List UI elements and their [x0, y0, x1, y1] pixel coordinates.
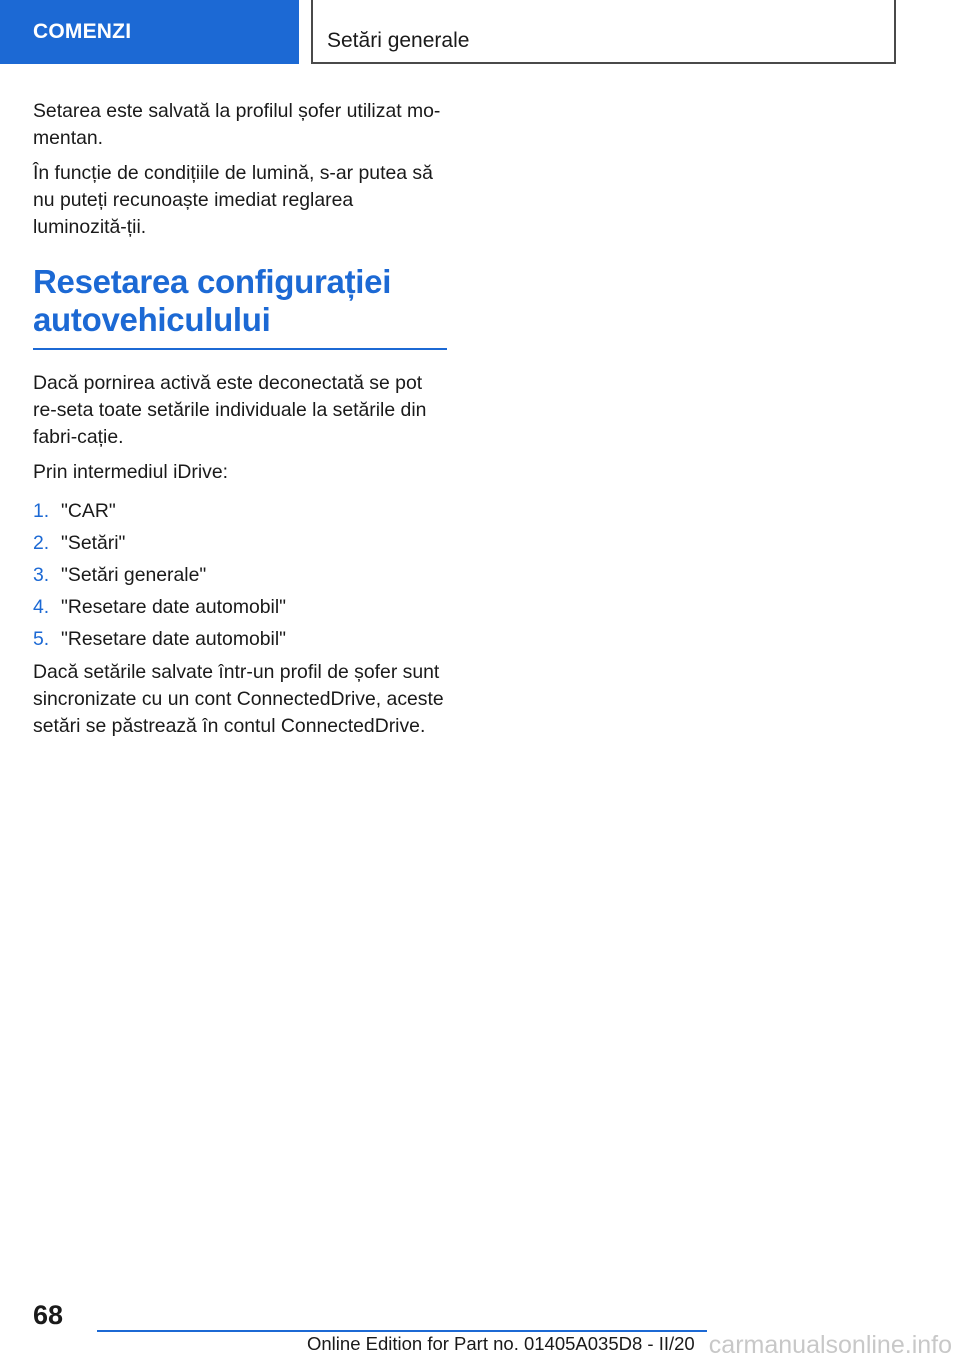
step-number: 4.: [33, 596, 50, 618]
section-title: Setări generale: [311, 0, 896, 64]
list-item: [33, 530, 447, 557]
chapter-tab: COMENZI: [0, 0, 299, 64]
step-text: "CAR": [61, 500, 116, 522]
heading-divider: [33, 348, 447, 350]
step-text: "Setări": [61, 532, 126, 554]
main-content: [33, 98, 447, 748]
step-number: 5.: [33, 628, 50, 650]
step-text: "Resetare date automobil": [61, 628, 287, 650]
steps-list: [33, 498, 447, 653]
step-number: 1.: [33, 500, 50, 522]
step-text: "Setări generale": [61, 564, 207, 586]
step-text: "Resetare date automobil": [61, 596, 287, 618]
paragraph-saved-profile: Setarea este salvată la profilul șofer utilizat mo-mentan.: [33, 100, 441, 149]
page-number: 68: [33, 1300, 64, 1330]
list-item: [33, 594, 447, 621]
paragraph-connecteddrive: Dacă setările salvate într-un profil de șofer sunt sincronizate cu un cont ConnectedDrive, aceste setări se păstrează în contul ConnectedDrive.: [33, 661, 444, 737]
step-number: 2.: [33, 532, 50, 554]
step-number: 3.: [33, 564, 50, 586]
section-heading: Resetarea configurației autovehiculului: [33, 263, 392, 338]
list-item: [33, 626, 447, 653]
edition-note: Online Edition for Part no. 01405A035D8 - II/20: [307, 1333, 695, 1354]
list-item: [33, 562, 447, 589]
list-item: [33, 498, 447, 525]
paragraph-via-idrive: Prin intermediul iDrive:: [33, 461, 229, 483]
watermark: carmanualsonline.info: [708, 1331, 952, 1359]
paragraph-intro: Dacă pornirea activă este deconectată se pot re-seta toate setările individuale la setările din fabri-cație.: [33, 372, 427, 448]
paragraph-brightness: În funcție de condițiile de lumină, s-ar putea să nu puteți recunoaște imediat reglarea luminozită-ții.: [33, 162, 433, 238]
